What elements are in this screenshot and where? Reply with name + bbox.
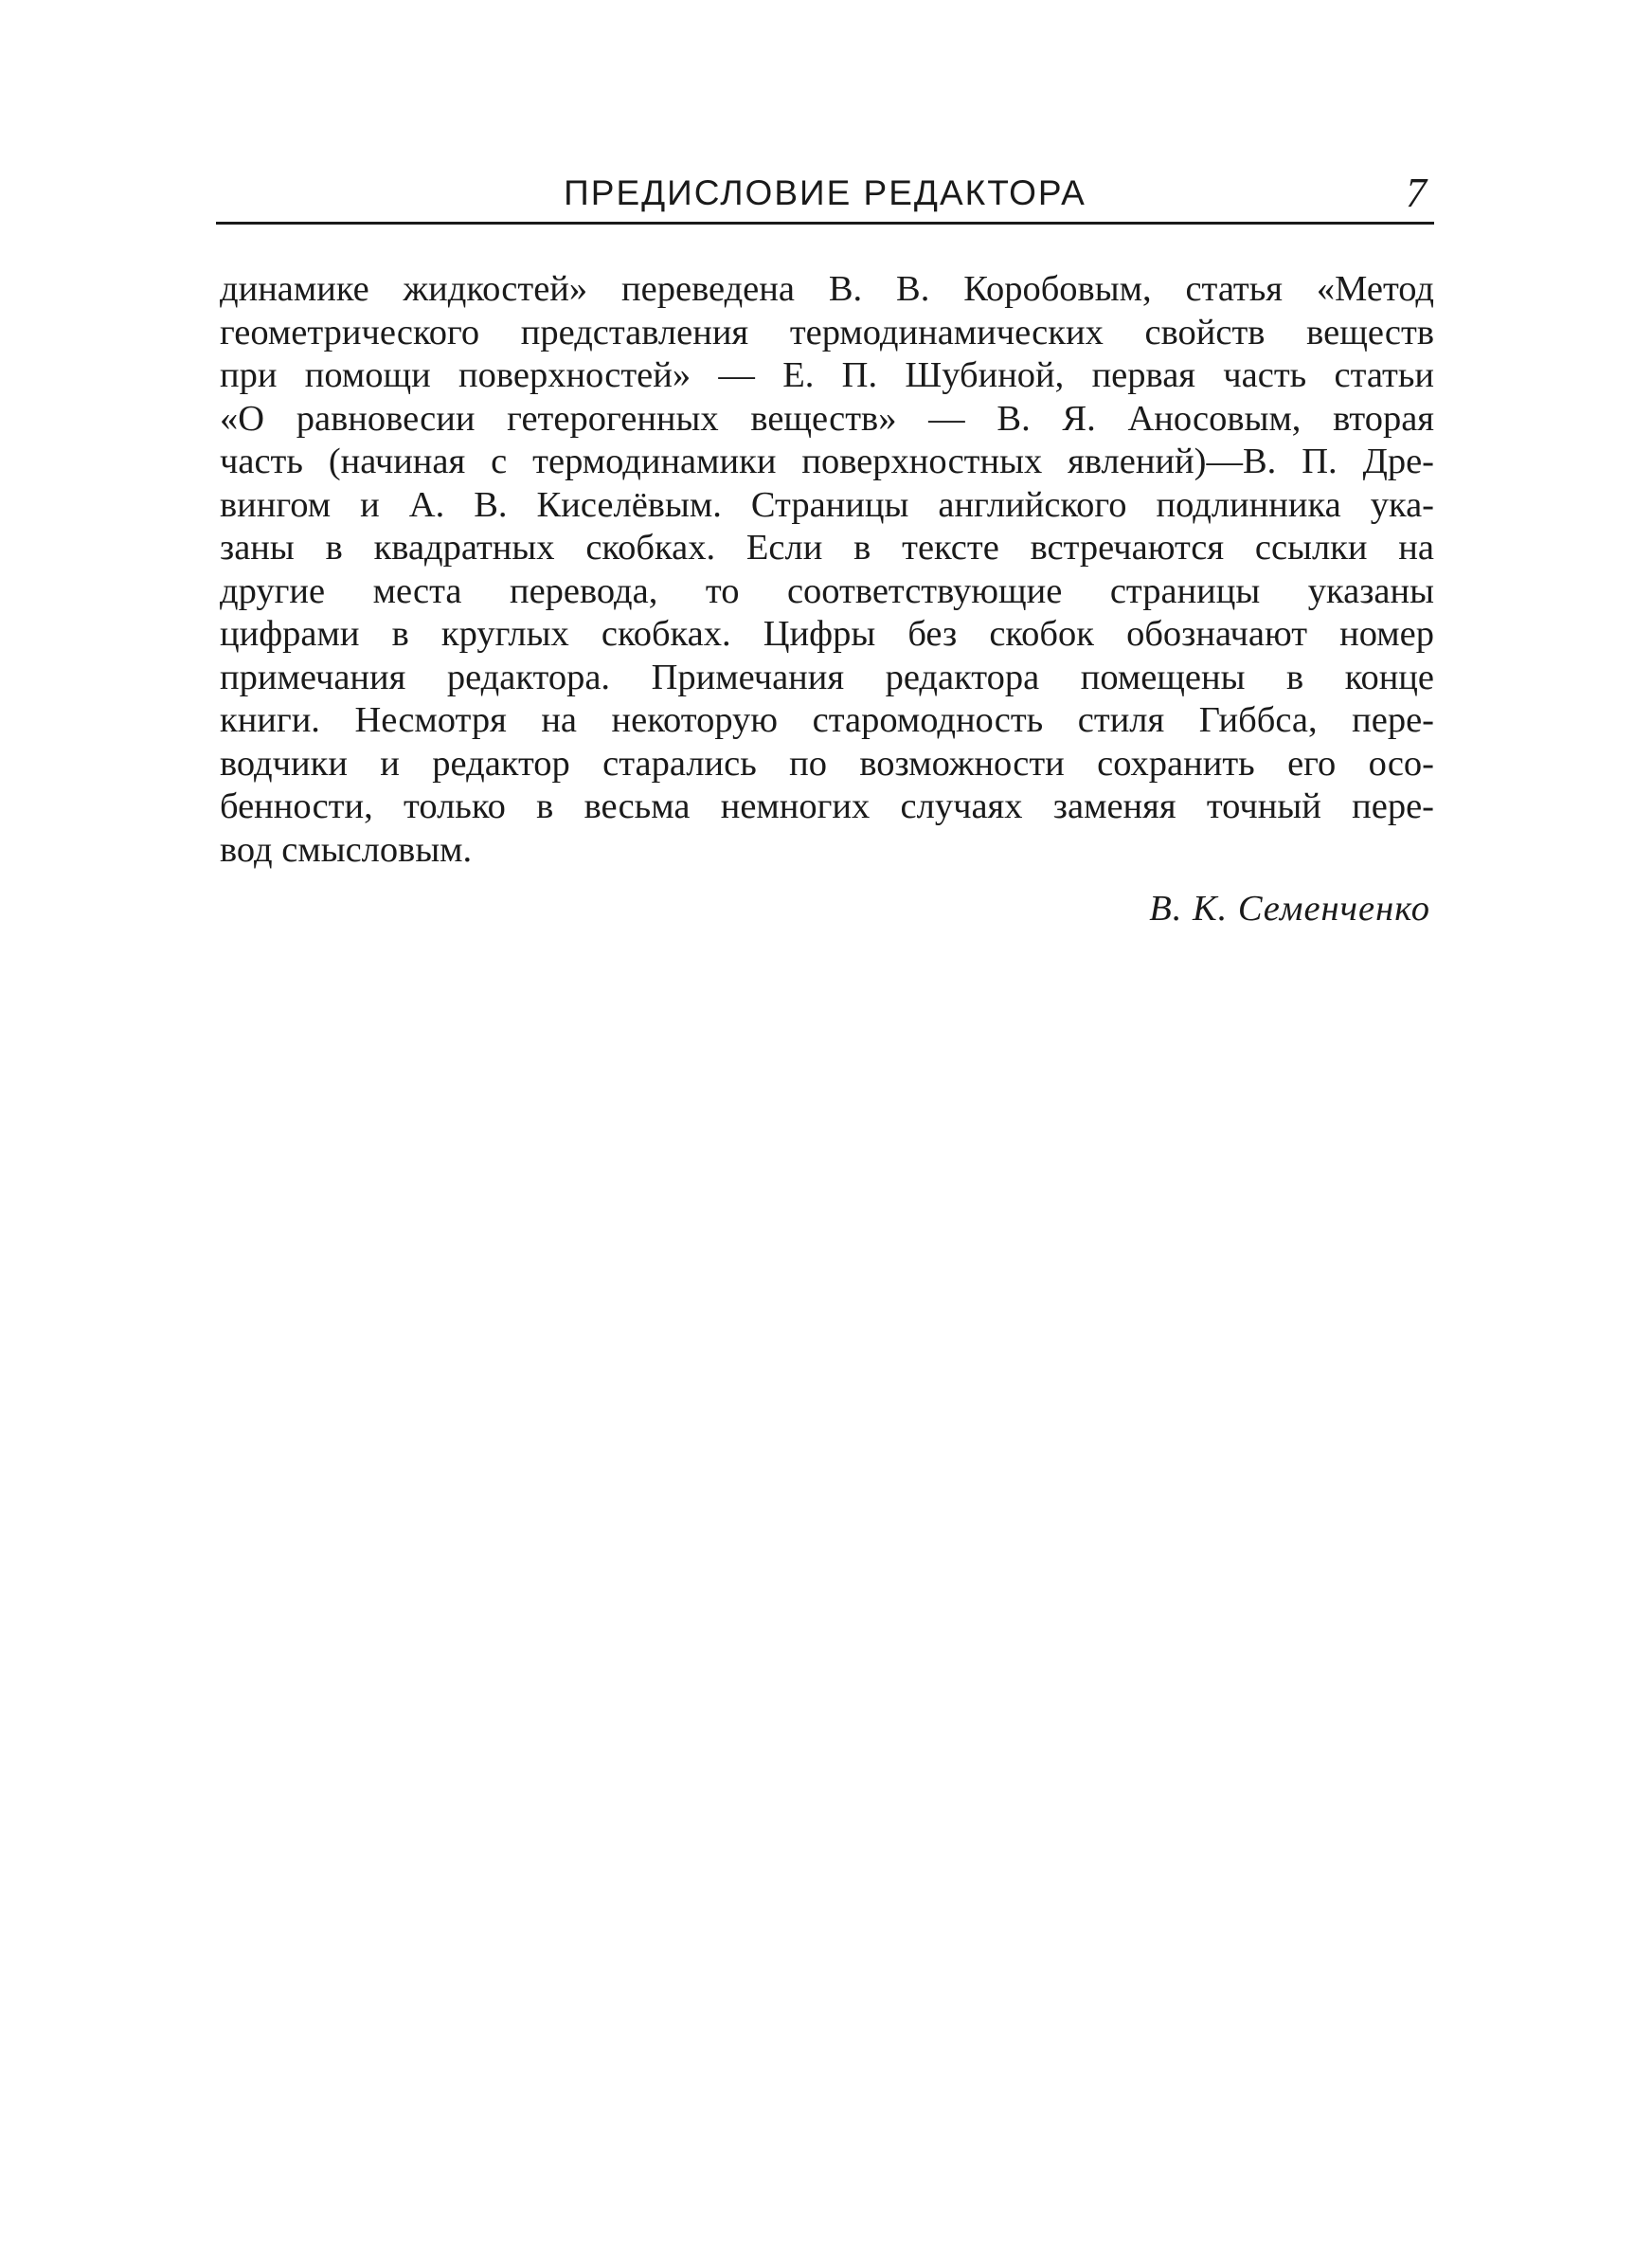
text-line: примечания редактора. Примечания редактора помещены в конце	[220, 657, 1434, 697]
running-title: ПРЕДИСЛОВИЕ РЕДАКТОРА	[564, 173, 1086, 212]
running-head	[216, 167, 1434, 220]
text-line: часть (начиная с термодинамики поверхностных явлений)—В. П. Дре-	[220, 442, 1434, 481]
text-line: геометрического представления термодинамических свойств веществ	[220, 312, 1434, 352]
body-paragraph	[220, 268, 1434, 872]
text-line: книги. Несмотря на некоторую старомодность стиля Гиббса, пере-	[220, 700, 1434, 740]
author-signature: В. К. Семенченко	[1149, 889, 1430, 929]
text-line: бенности, только в весьма немногих случаях заменяя точный пере-	[220, 786, 1434, 826]
page-number: 7	[1406, 170, 1427, 216]
text-line: вод смысловым.	[220, 829, 473, 870]
text-line: заны в квадратных скобках. Если в тексте встречаются ссылки на	[220, 528, 1434, 568]
text-line: цифрами в круглых скобках. Цифры без скобок обозначают номер	[220, 614, 1434, 654]
text-line: динамике жидкостей» переведена В. В. Коробовым, статья «Метод	[220, 269, 1434, 309]
text-line: «О равновесии гетерогенных веществ» — В. Я. Аносовым, вторая	[220, 398, 1434, 439]
text-line: другие места перевода, то соответствующие страницы указаны	[220, 570, 1434, 611]
text-line: вингом и А. В. Киселёвым. Страницы английского подлинника ука-	[220, 484, 1434, 525]
text-line: водчики и редактор старались по возможности сохранить его осо-	[220, 743, 1434, 784]
header-rule	[216, 222, 1434, 225]
text-line: при помощи поверхностей» — Е. П. Шубиной, первая часть статьи	[220, 355, 1434, 395]
